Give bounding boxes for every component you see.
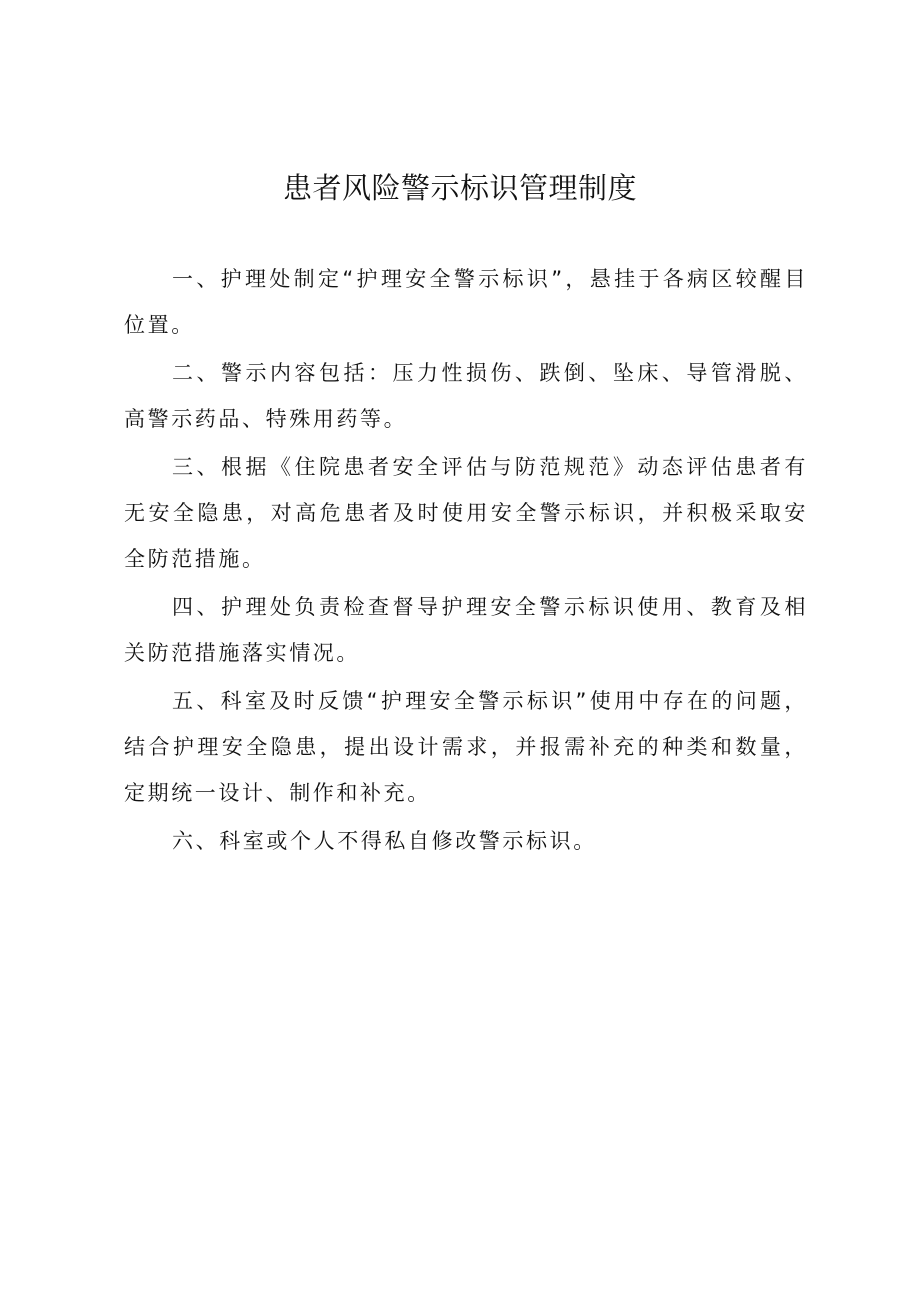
document-body <box>124 256 808 866</box>
paragraph-1: 一、护理处制定“护理安全警示标识”，悬挂于各病区较醒目位置。 <box>124 267 808 337</box>
document-title: 患者风险警示标识管理制度 <box>282 171 637 205</box>
paragraph-6: 六、科室或个人不得私自修改警示标识。 <box>172 829 597 853</box>
paragraph-5: 五、科室及时反馈“护理安全警示标识”使用中存在的问题，结合护理安全隐患，提出设计需求，并报需补充的种类和数量，定期统一设计、制作和补充。 <box>124 689 808 805</box>
paragraph-2: 二、警示内容包括：压力性损伤、跌倒、坠床、导管滑脱、高警示药品、特殊用药等。 <box>124 361 808 431</box>
paragraph-4: 四、护理处负责检查督导护理安全警示标识使用、教育及相关防范措施落实情况。 <box>124 595 808 665</box>
paragraph-3: 三、根据《住院患者安全评估与防范规范》动态评估患者有无安全隐患，对高危患者及时使用安全警示标识，并积极采取安全防范措施。 <box>124 455 808 571</box>
